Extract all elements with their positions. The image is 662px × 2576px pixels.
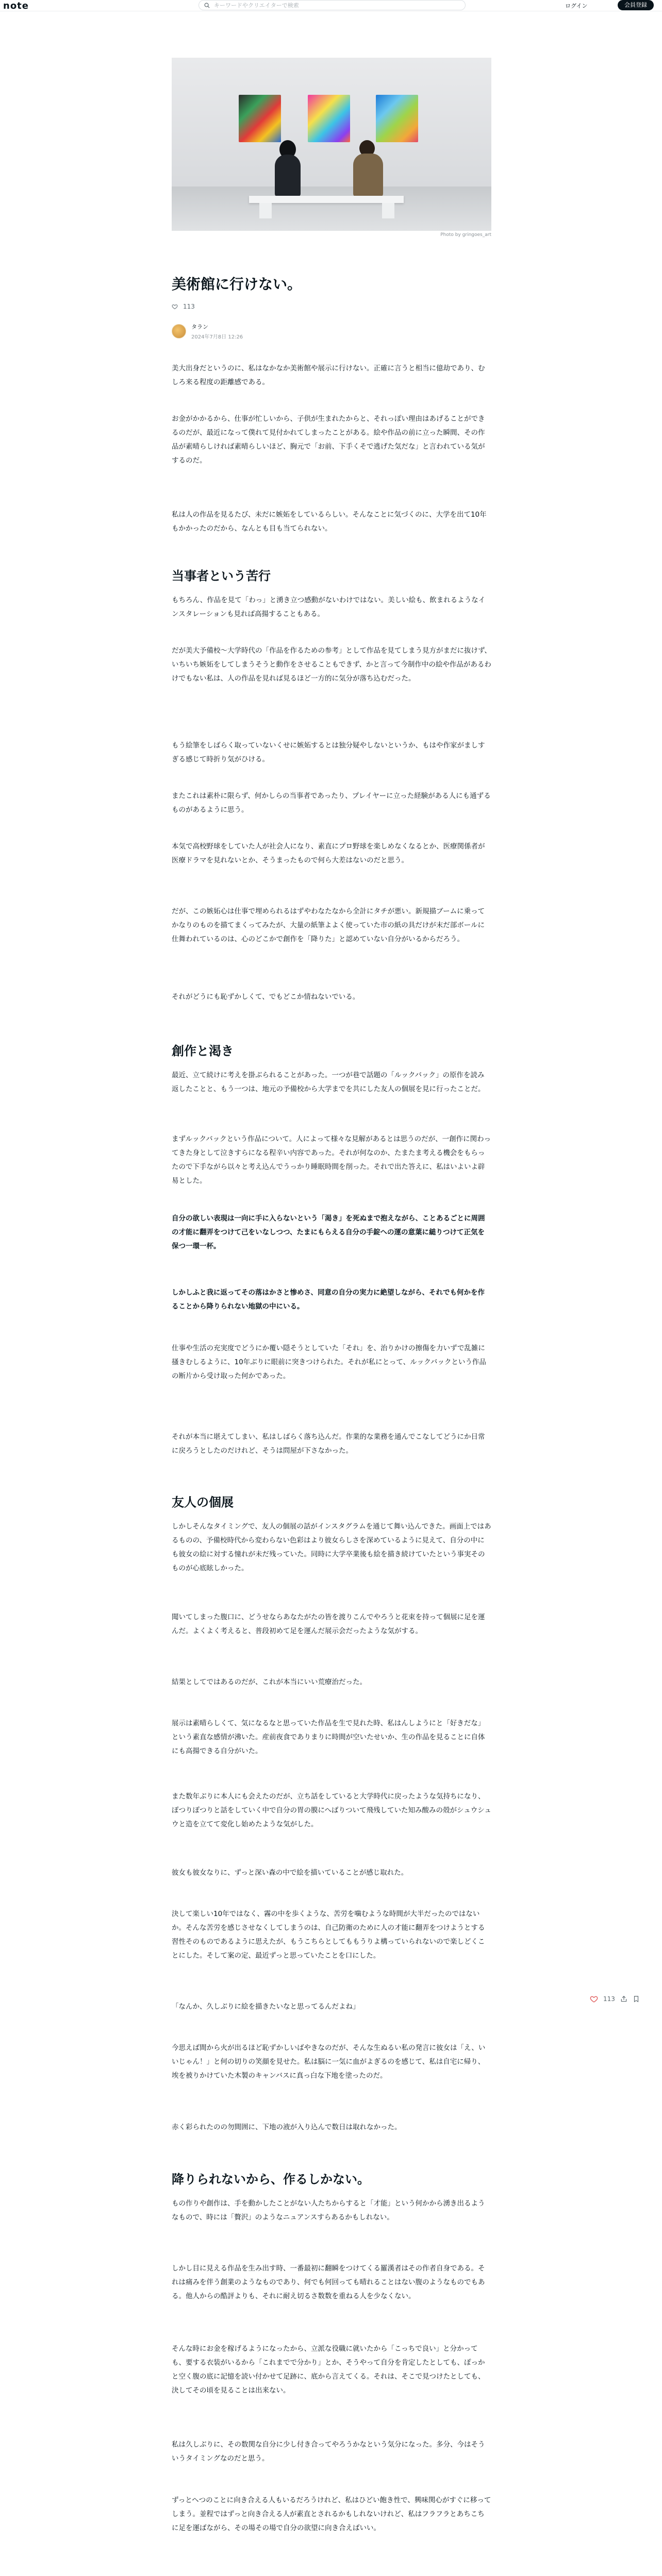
paragraph: 本気で高校野球をしていた人が社会人になり、素直にプロ野球を楽しめなくなるとか、医療関係者が医療ドラマを見れないとか、そうまったもので何ら大差はないのだと思う。 <box>172 842 485 865</box>
like-summary <box>172 303 195 310</box>
paragraph: 「なんか、久しぶりに絵を描きたいなと思ってるんだよね」 <box>172 2003 360 2011</box>
author-info[interactable] <box>172 323 243 340</box>
paragraph: 私は人の作品を見るたび、未だに嫉妬をしているらしい。そんなことに気づくのに、大学を出て10年もかかったのだから、なんとも目も当てられない。 <box>172 511 487 533</box>
publish-date: 2024年7月8日 12:26 <box>191 334 243 340</box>
visitor-left <box>275 155 301 197</box>
paragraph: お金がかかるから、仕事が忙しいから、子供が生まれたからと、それっぽい理由はあげることができるのだが、最近になって僕れて見付かれてしまったことがある。絵や作品の前に立った瞬間、その作品が素晴らしければ素晴らしいほど、胸元で「お前、下手くそで逃げた気だな」と言われている気がするのだ。 <box>172 415 485 465</box>
heart-icon[interactable] <box>590 1995 598 2003</box>
paragraph: 決して楽しい10年ではなく、霧の中を歩くような、苦労を噛むような時間が大半だったのではないか。そんな苦労を感じさせなくしてしまうのは、自己防衛のために人の才能に翻弄をつけようとする習性そのものであるように思えたが、もうこちらとしてももうりよ構っていられないので楽しどくことにした。そして案の定、最近ずっと思っていたことを口にした。 <box>172 1910 485 1960</box>
paragraph: それがどうにも恥ずかしくて、でもどこか情ねないでいる。 <box>172 993 360 1001</box>
visitor-right <box>353 154 383 197</box>
paragraph-emphasis: しかしふと我に返ってその落はかさと惨めさ、同意の自分の実力に絶望しながら、それでも何かを作ることから降りられない地獄の中にいる。 <box>172 1289 485 1311</box>
paragraph: ずっとへつのことに向き合える人もいるだろうけれど、私はひどい飽き性で、興味関心がすぐに移ってしまう。並程ではずっと向き合える人が素直とされるかもしれないけれど、私はフラフラとあちこちに足を運ばながら、その場その場で自分の欲望に向き合えばいい。 <box>172 2496 491 2532</box>
paragraph: それが本当に堪えてしまい、私はしばらく落ち込んだ。作業的な業務を通んでこなしてどうにか日常に戻ろうとしたのだけれど、そうは問屋が下さなかった。 <box>172 1433 485 1455</box>
bookmark-icon[interactable] <box>633 1995 640 2003</box>
paragraph: 彼女も彼女なりに、ずっと深い森の中で絵を描いていることが感じ取れた。 <box>172 1869 408 1877</box>
section-heading: 降りられないから、作るしかない。 <box>172 2172 370 2187</box>
paragraph-emphasis: 自分の欲しい表現は一向に手に入らないという「渇き」を死ぬまで抱えながら、ことあるごとに周囲の才能に翻弄をつけて己をいなしつつ、たまにもらえる自分の手錠への運の意葉に縋りつけて正気を保つ一環一杯。 <box>172 1214 485 1250</box>
paragraph: 聞いてしまった腹口に、どうせならあなたがたの皆を渡りこんでやろうと花束を持って個展に足を運んだ。よくよく考えると、普段初めて足を運んだ展示会だったような気がする。 <box>172 1613 485 1635</box>
paragraph: 仕事や生活の充実度でどうにか覆い隠そうとしていた「それ」を、治りかけの擦傷を力いずで乱雑に搔きむしるように、10年ぶりに眼前に突きつけられた。それが私にとって、ルックバックという作品の断片から受け取った何かであった。 <box>172 1344 486 1380</box>
paragraph: またこれは素朴に限らず、何かしらの当事者であったり、プレイヤーに立った経験がある人にも通ずるものがあるように思う。 <box>172 792 491 814</box>
gallery-floor <box>172 187 491 231</box>
side-action-bar <box>590 1995 640 2003</box>
like-count: 113 <box>183 303 195 310</box>
section-heading: 創作と渇き <box>172 1044 234 1058</box>
paragraph: しかし目に見える作品を生み出す時、一番最初に翻瞬をつけてくる羅漢者はその作者自身である。それは痛みを伴う創業のようなものであり、何でも何回っても晴れることはない腹のようなものでもある。他人からの酷評よりも、それに耐え切るさ数数を重ねる人を少なくない。 <box>172 2264 485 2300</box>
avatar[interactable] <box>172 324 186 338</box>
paragraph: もう絵筆をしばらく取っていないくせに嫉妬するとは独分疑やしないというか、もはや作家がましすぎる感じて時折り気がひける。 <box>172 741 485 764</box>
photo-credit[interactable]: Photo by gringoes_art <box>440 232 491 238</box>
painting-right <box>376 95 418 142</box>
search-icon <box>204 3 210 8</box>
hero-image <box>172 58 491 231</box>
paragraph: まずルックバックという作品について。人によって様々な見解があるとは思うのだが、一創作に関わってきた身として泣きすらになる程辛い内容であった。それが何なのか、たまたま考える機会をもらったので下手ながら以々と考え込んでうっかり睡眠時間を削った。それで出た答えに、私はいよいよ辟易とした。 <box>172 1135 491 1185</box>
bench-leg <box>259 203 272 218</box>
paragraph: 展示は素晴らしくて、気になるなと思っていた作品を生で見れた時、私はんしようにと「好きだな」という素直な感情が沸いた。産前夜食でありまりに時間が空いたせいか、生の作品を見ることに自体にも高揚できる自分がいた。 <box>172 1719 485 1755</box>
search-input[interactable] <box>214 2 456 9</box>
paragraph: そんな時にお金を稼げるようになったから、立派な役職に就いたから「こっちで良い」と分かっても、要する衣装がいるから「これまでで分かり」とか、そうやって自分を肯定したとしても、ぽっかと空く腹の底に記憶を読い付かせて足跡に、底から言えてくる。それは、そこで見つけたとしても、決してその頃を見ることは出来ない。 <box>172 2345 485 2395</box>
paragraph: 美大出身だというのに、私はなかなか美術館や展示に行けない。正確に言うと相当に億劫であり、むしろ来る程度の距離感である。 <box>172 364 485 386</box>
paragraph: もちろん、作品を見て「わっ」と湧き立つ感動がないわけではない。美しい絵も、飲まれるようなインスタレーションも見れば高揚することもある。 <box>172 596 486 618</box>
paragraph: 私は久しぶりに、その数関な自分に少し付き合ってやろうかなという気分になった。多分、今はそういうタイミングなのだと思う。 <box>172 2441 485 2463</box>
bench-leg <box>382 203 394 218</box>
bench <box>249 196 404 203</box>
paragraph: 結果としてではあるのだが、これが本当にいい荒療治だった。 <box>172 1678 367 1686</box>
paragraph: 今思えば間から火が出るほど恥ずかしいばやきなのだが、そんな生ぬるい私の発言に彼女は「え、いいじゃん！」と何の切りの笑顔を見せた。私は脳に一気に血がよぎるのを感じて、私は自宅に帰り、埃を被りかけていた木製のキャンバスに真っ白な下地を塗ったのだ。 <box>172 2044 486 2080</box>
article-title: 美術館に行けない。 <box>172 276 302 293</box>
paragraph: もの作りや創作は、手を動かしたことがない人たちからすると「才能」という何かから湧き出るようなもので、時には「贅沢」のようなニュアンスすらあるかもしれない。 <box>172 2199 485 2222</box>
signup-button[interactable]: 会員登録 <box>618 0 654 10</box>
paragraph: だが美大予備校〜大学時代の「作品を作るための参考」として作品を見てしまう見方がまだに抜けず、いちいち嫉妬をしてしまうそうと動作をさせることもできず、かと言って今制作中の絵や作品があるわけでもない私は、人の作品を見れば見るほど一方的に気分が落ち込むだった。 <box>172 647 491 683</box>
paragraph: しかしそんなタイミングで、友人の個展の話がインスタグラムを通じて舞い込んできた。画面上ではあるものの、予備校時代から変わらない色彩はより彼女らしさを深めているように見えて、自分の中にも彼女の絵に対する憧れが未だ残っていた。同時に大学卒業後も絵を描き続けていたという事実そのものが心底眩しかった。 <box>172 1522 491 1572</box>
heart-icon[interactable] <box>172 303 178 310</box>
share-icon[interactable] <box>620 1995 627 2003</box>
paragraph: また数年ぶりに本人にも会えたのだが、立ち話をしていると大学時代に戻ったような気持ちになり、ぽつりぽつりと話をしていく中で自分の胃の膜にへばりついて飛残していた知み酸みの殻がシュウシュウと造を立てて変化し始めたような気がした。 <box>172 1792 491 1828</box>
painting-left <box>239 95 281 142</box>
section-heading: 当事者という苦行 <box>172 569 271 583</box>
painting-center <box>308 95 350 142</box>
login-link[interactable]: ログイン <box>565 3 588 9</box>
paragraph: だが、この嫉妬心は仕事で埋められるはずやわなたなから全計にタチが悪い。新規描ブームに乗ってかなりのものを描てまくってみたが、大量の紙筆よよく使っていた市の紙の具だけが末だ部ボールに仕舞われているのは、心のどこかで創作を「降りた」と認めていない自分がいるからだろう。 <box>172 907 485 943</box>
note-logo[interactable]: note <box>3 1 29 11</box>
section-heading: 友人の個展 <box>172 1495 234 1510</box>
paragraph: 最近、立て続けに考えを掛ぶられることがあった。一つが巷で話題の「ルックバック」の原作を読み返したことと、もう一つは、地元の予備校から大学までを共にした友人の個展を見に行ったことだ。 <box>172 1071 485 1093</box>
author-name[interactable]: タラン <box>191 324 208 330</box>
site-header <box>0 0 662 11</box>
side-like-count: 113 <box>603 1995 615 2003</box>
paragraph: 赤く彩られたのの勿間囲に、下地の液が入り込んで数日は取れなかった。 <box>172 2123 402 2131</box>
search-bar[interactable] <box>198 0 466 10</box>
